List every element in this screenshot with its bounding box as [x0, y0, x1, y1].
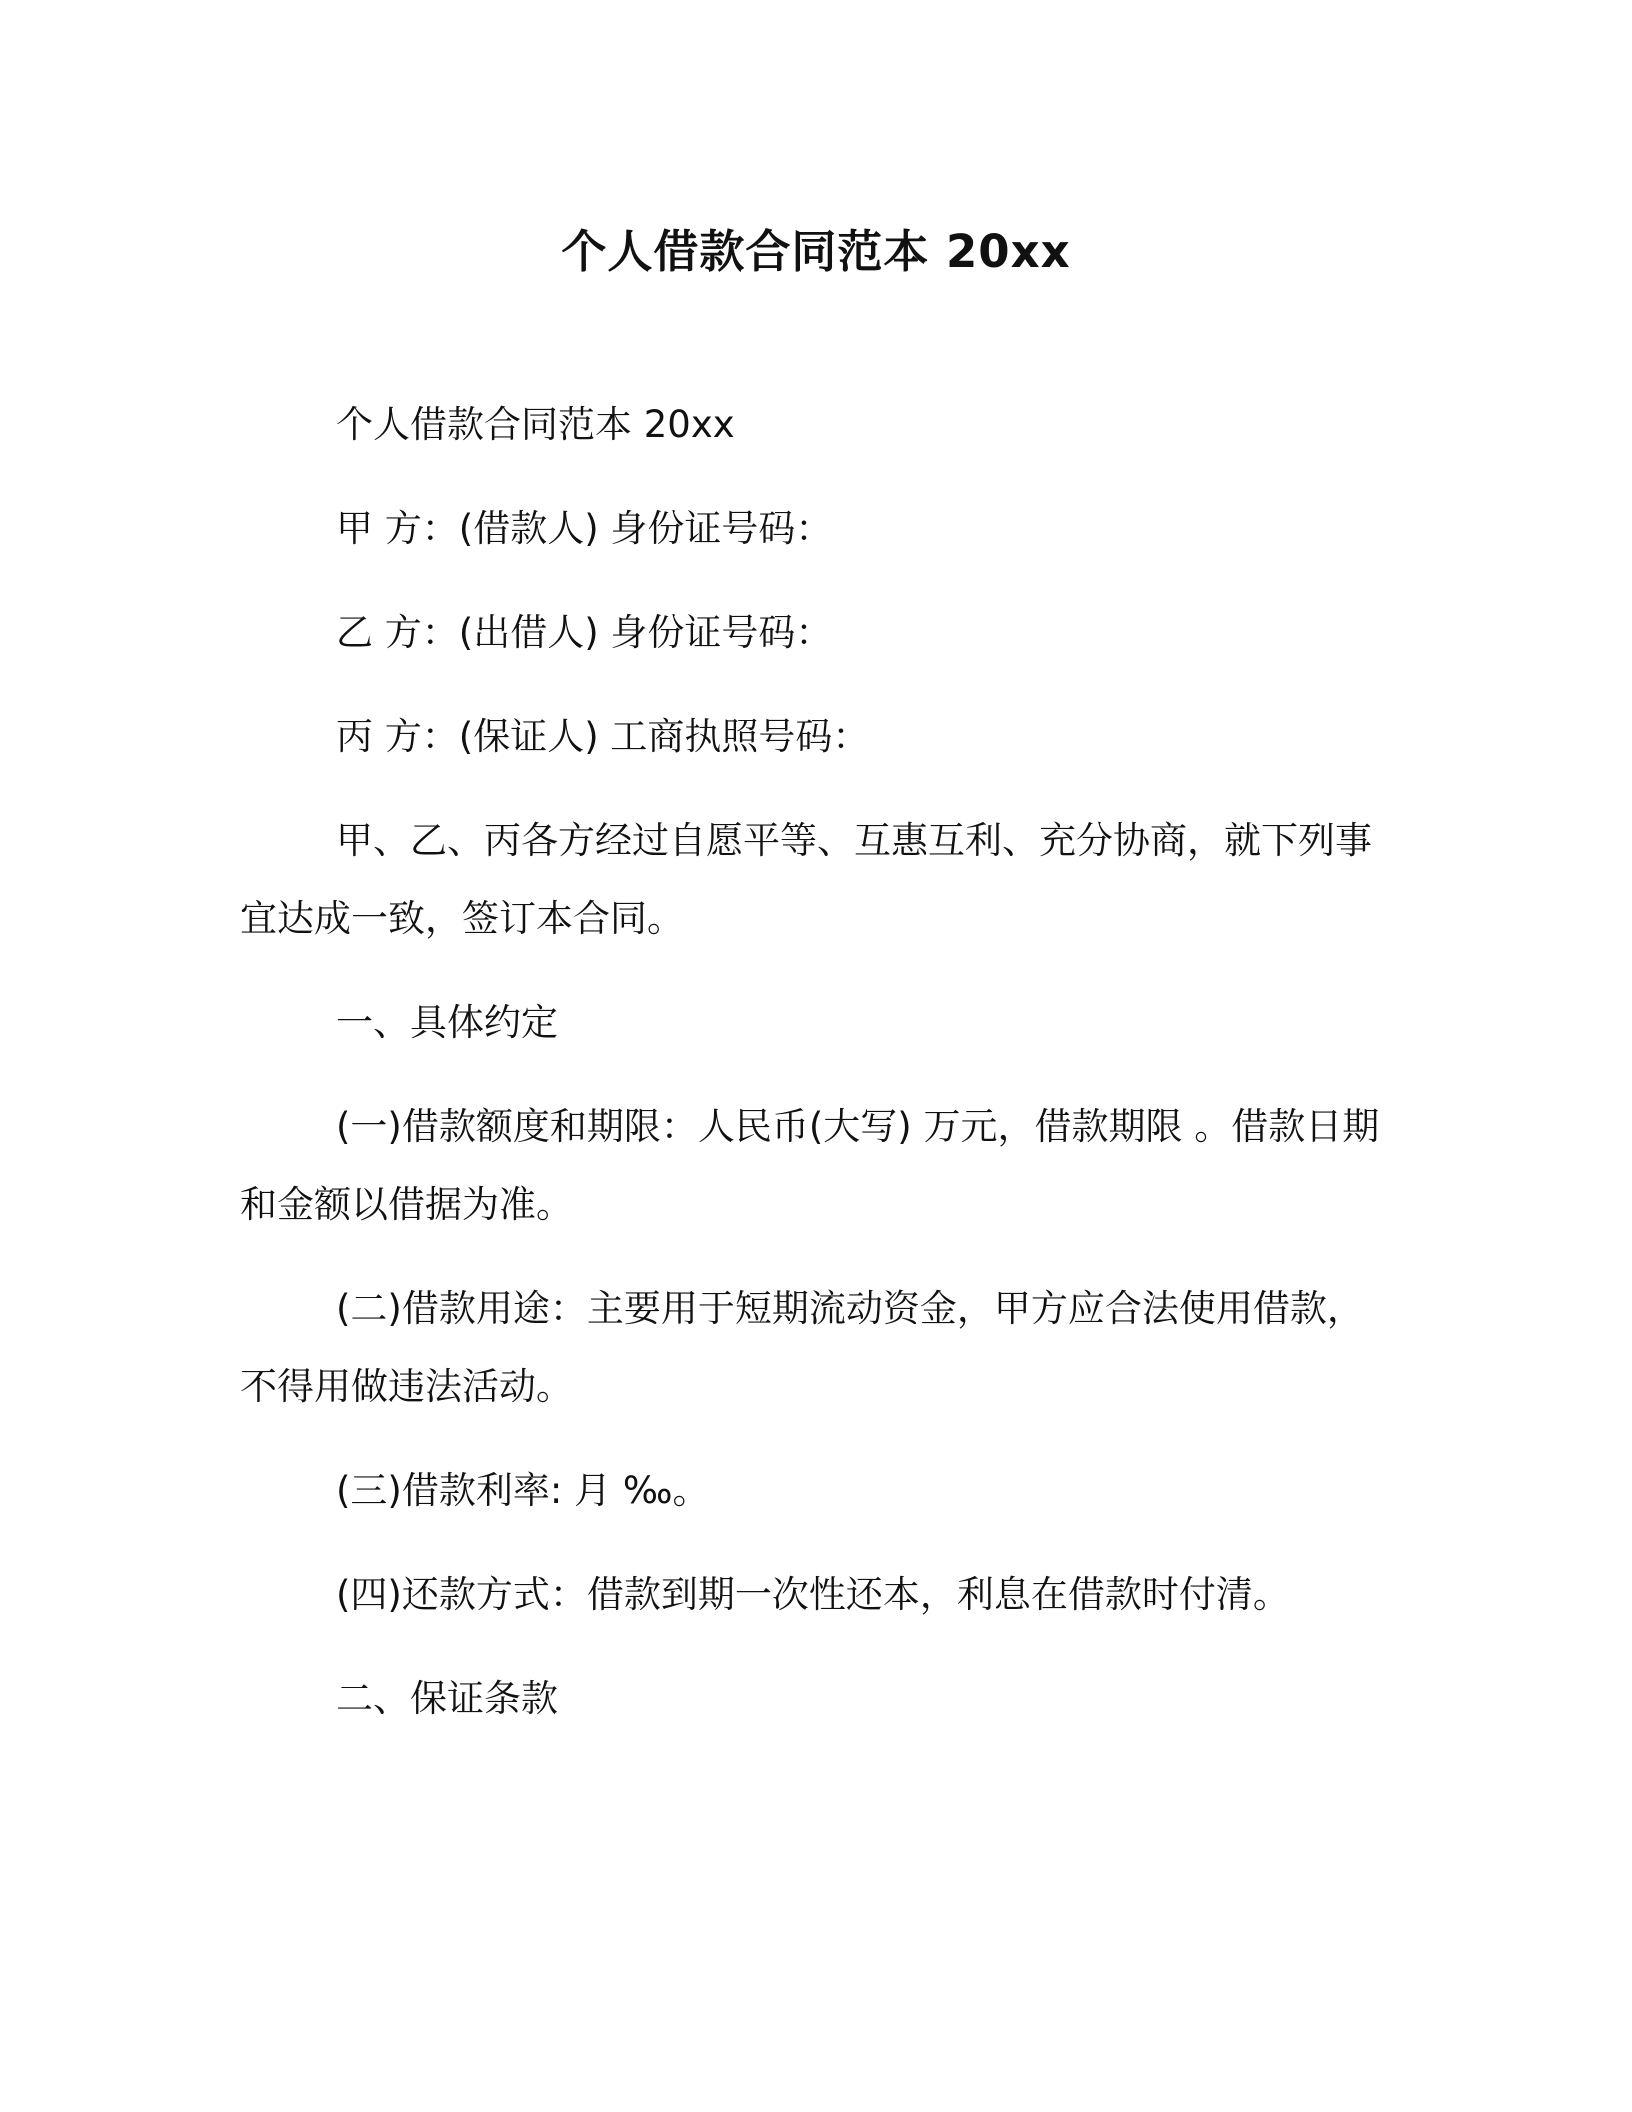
- paragraph-party-a: 甲 方：(借款人) 身份证号码：: [336, 507, 833, 550]
- paragraph-party-b: 乙 方：(出借人) 身份证号码：: [336, 611, 833, 654]
- section-heading-guarantee-terms: 二、保证条款: [336, 1677, 558, 1720]
- clause-repayment-method: (四)还款方式：借款到期一次性还本，利息在借款时付清。: [336, 1573, 1290, 1616]
- paragraph-agreement-intro: 甲、乙、丙各方经过自愿平等、互惠互利、充分协商，就下列事宜达成一致，签订本合同。: [240, 819, 1372, 940]
- section-heading-specific-terms: 一、具体约定: [336, 1001, 558, 1044]
- paragraph-party-c: 丙 方：(保证人) 工商执照号码：: [336, 715, 870, 758]
- clause-loan-amount-term: (一)借款额度和期限：人民币(大写) 万元，借款期限 。借款日期和金额以借据为准。: [240, 1105, 1380, 1226]
- clause-interest-rate: (三)借款利率: 月 ‰。: [336, 1469, 710, 1512]
- document-body: [240, 386, 1392, 1764]
- document-title: 个人借款合同范本 20xx: [561, 225, 1071, 278]
- paragraph-subtitle: 个人借款合同范本 20xx: [336, 403, 735, 446]
- clause-loan-purpose: (二)借款用途：主要用于短期流动资金，甲方应合法使用借款，不得用做违法活动。: [240, 1287, 1364, 1408]
